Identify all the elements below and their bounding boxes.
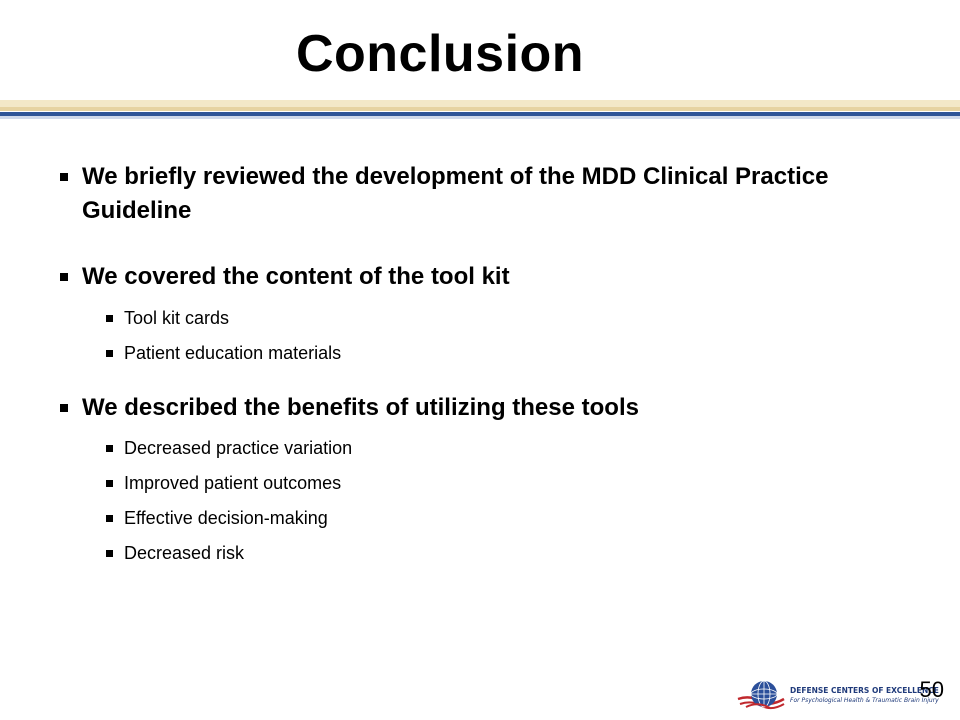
- bullet-item: [60, 160, 852, 228]
- sub-bullet-text: Patient education materials: [124, 343, 342, 363]
- sub-bullet-square-icon: [106, 480, 113, 487]
- logo-text: [790, 686, 939, 705]
- sub-bullet-square-icon: [106, 550, 113, 557]
- sub-bullet-text: Decreased practice variation: [124, 438, 353, 458]
- bullet-square-icon: [60, 173, 68, 181]
- sub-bullet-text: Effective decision-making: [124, 508, 328, 528]
- page-number: 50: [919, 677, 944, 702]
- sub-bullet-text: Improved patient outcomes: [124, 473, 342, 493]
- logo-line-1: DEFENSE CENTERS OF EXCELLENCE: [790, 685, 939, 695]
- bullet-square-icon: [60, 404, 68, 412]
- bullet-item: [60, 260, 852, 294]
- bullet-square-icon: [60, 273, 68, 281]
- slide-title: Conclusion: [295, 25, 585, 83]
- sub-bullet-square-icon: [106, 515, 113, 522]
- bullet-text: We described the benefits of utilizing these tools: [82, 394, 639, 421]
- sub-bullet-text: Decreased risk: [124, 543, 245, 563]
- bullet-text: We covered the content of the tool kit: [82, 263, 510, 290]
- sub-bullet-square-icon: [106, 350, 113, 357]
- bullet-text: We briefly reviewed the development of the MDD Clinical Practice Guideline: [82, 163, 829, 224]
- logo-line-2: For Psychological Health & Traumatic Brain Injury: [790, 696, 939, 704]
- sub-bullet-item: [106, 341, 341, 365]
- sub-bullet-text: Tool kit cards: [124, 308, 230, 328]
- sub-bullet-item: [106, 436, 352, 460]
- sub-bullet-item: [106, 471, 341, 495]
- sub-bullet-square-icon: [106, 445, 113, 452]
- sub-bullet-item: [106, 541, 244, 565]
- globe-icon: [736, 677, 786, 713]
- sub-bullet-square-icon: [106, 315, 113, 322]
- bullet-item: [60, 391, 852, 425]
- sub-bullet-item: [106, 306, 229, 330]
- sub-bullet-item: [106, 506, 328, 530]
